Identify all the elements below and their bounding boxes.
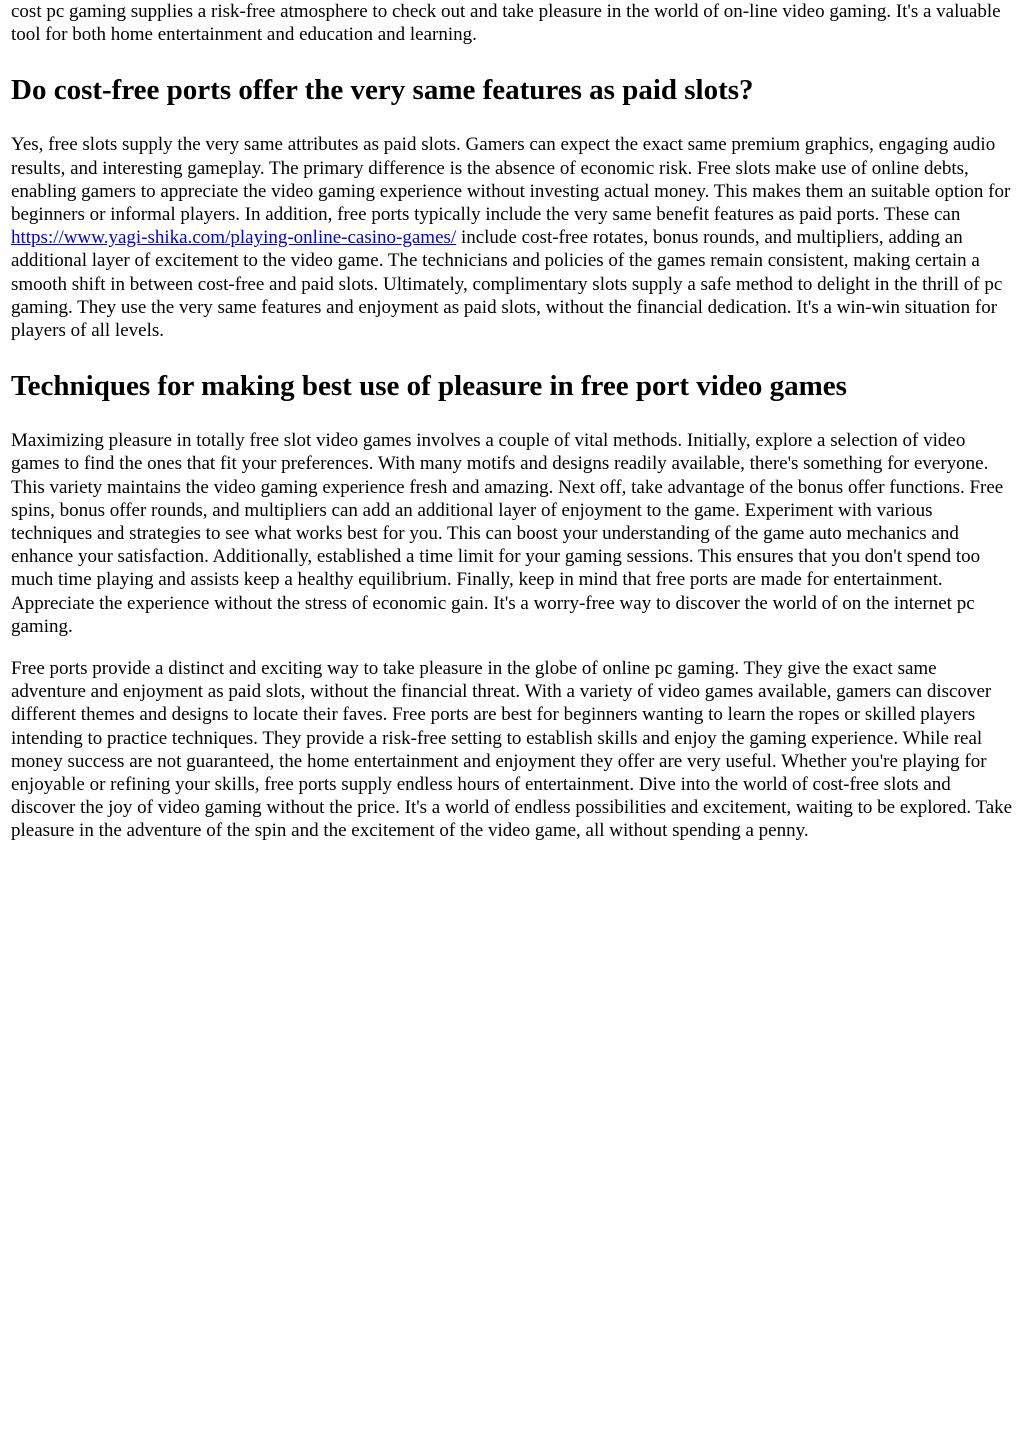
intro-paragraph: cost pc gaming supplies a risk-free atmosphere to check out and take pleasure in the world of on-line video gaming. It's a valuable tool for both home entertainment and education and learning. — [11, 1, 1001, 46]
paragraph-text-after-link: include cost-free rotates, bonus rounds, and multipliers, adding an additional layer of excitement to the video game. The technicians and policies of the games remain consistent, making certain a smooth shift in between cost-free and paid slots. Ultimately, complimentary slots supply a safe method to delight in the thrill of pc gaming. They use the very same features and enjoyment as paid slots, without the financial dedication. It's a win-win situation for players of all levels. — [11, 227, 1003, 342]
section-heading-techniques: Techniques for making best use of pleasure in free port video games — [11, 370, 847, 403]
section-paragraph-techniques: Maximizing pleasure in totally free slot video games involves a couple of vital methods. Initially, explore a selection of video games to find the ones that fit your preferences. With many motifs and designs readily available, there's something for everyone. This variety maintains the video gaming experience fresh and amazing. Next off, take advantage of the bonus offer functions. Free spins, bonus offer rounds, and multipliers can add an additional layer of enjoyment to the game. Experiment with various techniques and strategies to see what works best for you. This can boost your understanding of the game auto mechanics and enhance your satisfaction. Additionally, established a time limit for your gaming sessions. This ensures that you don't spend too much time playing and assists keep a healthy equilibrium. Finally, keep in mind that free ports are made for entertainment. Appreciate the experience without the stress of economic gain. It's a worry-free way to discover the world of on the internet pc gaming. — [11, 430, 1004, 637]
section-paragraph-free-vs-paid — [11, 133, 1014, 342]
casino-games-link[interactable]: https://www.yagi-shika.com/playing-online-casino-games/ — [11, 227, 457, 249]
closing-paragraph: Free ports provide a distinct and exciting way to take pleasure in the globe of online pc gaming. They give the exact same adventure and enjoyment as paid slots, without the financial threat. With a variety of video games available, gamers can discover different themes and designs to locate their faves. Free ports are best for beginners wanting to learn the ropes or skilled players intending to practice techniques. They provide a risk-free setting to establish skills and enjoy the gaming experience. While real money success are not guaranteed, the home entertainment and enjoyment they offer are very useful. Whether you're playing for enjoyable or refining your skills, free ports supply endless hours of entertainment. Dive into the world of cost-free slots and discover the joy of video gaming without the price. It's a world of endless possibilities and excitement, waiting to be explored. Take pleasure in the adventure of the spin and the excitement of the video game, all without spending a penny. — [11, 658, 1013, 842]
section-heading-free-vs-paid: Do cost-free ports offer the very same features as paid slots? — [11, 74, 754, 107]
paragraph-text-before-link: Yes, free slots supply the very same attributes as paid slots. Gamers can expect the exact same premium graphics, engaging audio results, and interesting gameplay. The primary difference is the absence of economic risk. Free slots make use of online debts, enabling gamers to appreciate the video gaming experience without investing actual money. This makes them an suitable option for beginners or informal players. In addition, free ports typically include the very same benefit features as paid ports. These can — [11, 134, 1011, 226]
